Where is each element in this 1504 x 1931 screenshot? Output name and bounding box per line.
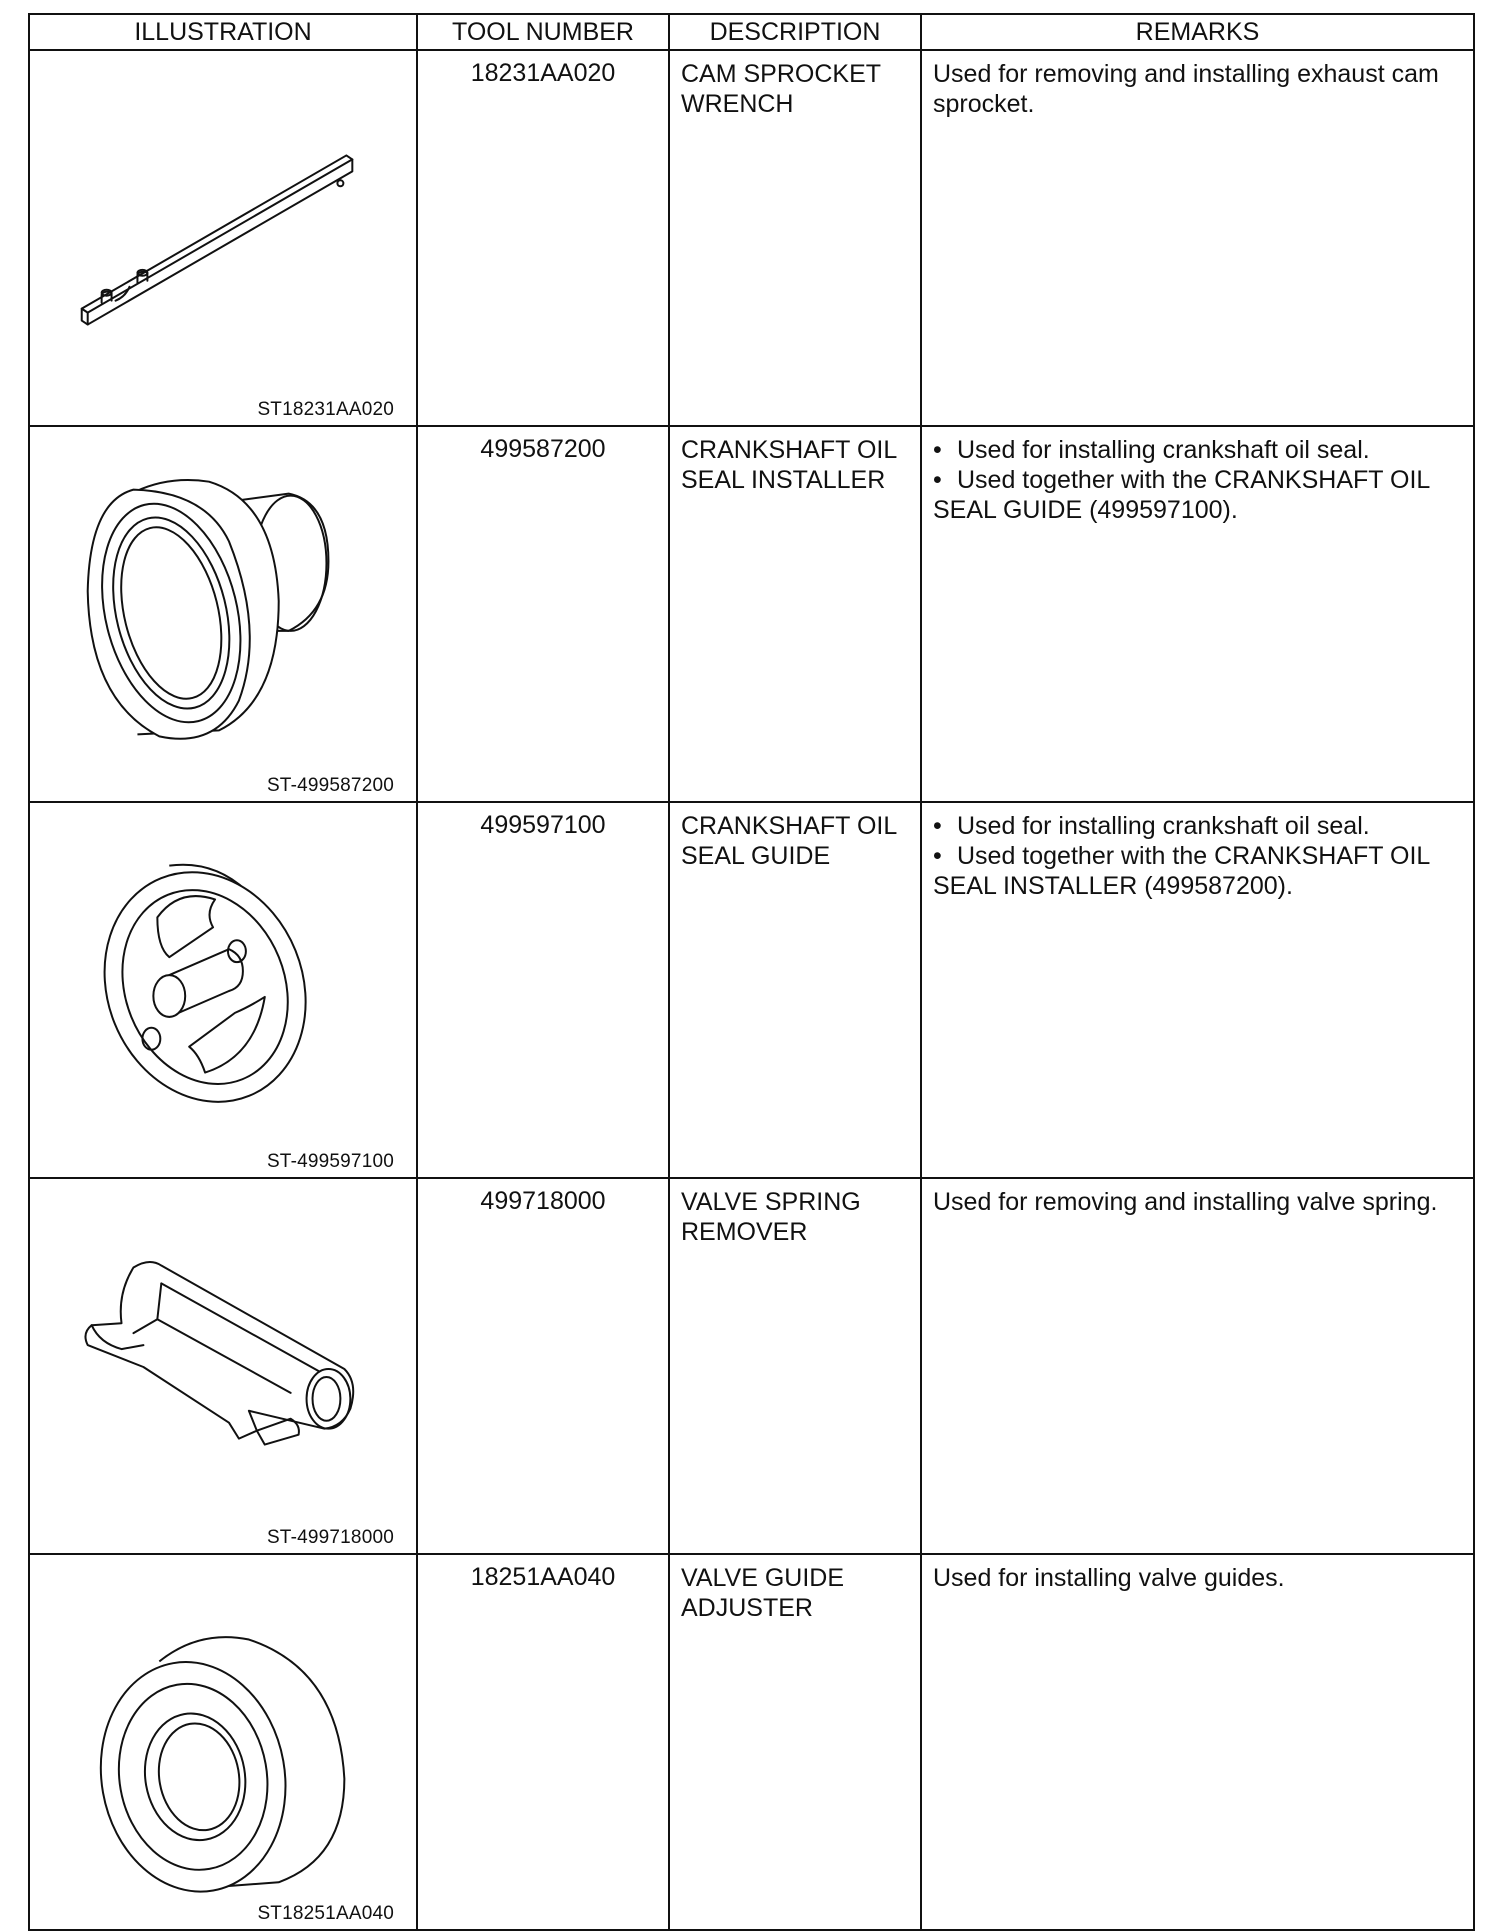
header-tool-number: TOOL NUMBER [417,14,669,50]
valve-guide-adjuster-icon [30,1555,416,1929]
remarks-cell [921,802,1474,1178]
illustration-cell [29,802,417,1178]
header-remarks: REMARKS [921,14,1474,50]
valve-spring-remover-icon [30,1179,416,1553]
cam-sprocket-wrench-icon [30,51,416,425]
description-cell: CRANKSHAFT OIL SEAL INSTALLER [669,426,921,802]
remark-line: • Used together with the CRANKSHAFT OIL SEAL INSTALLER (499587200). [933,842,1430,900]
remark-line: • Used together with the CRANKSHAFT OIL SEAL GUIDE (499597100). [933,466,1430,524]
bullet-glyph: • [933,842,942,870]
table-row [29,426,1474,802]
header-row [29,14,1474,50]
description-cell: CAM SPROCKET WRENCH [669,50,921,426]
table-row [29,1554,1474,1930]
oil-seal-installer-icon [30,427,416,801]
illustration-caption: ST18231AA020 [257,399,394,420]
remarks-cell [921,1178,1474,1554]
tool-number-cell: 499718000 [417,1178,669,1554]
remark-line: • Used for installing crankshaft oil seal. [933,812,1370,840]
tool-number-cell: 18231AA020 [417,50,669,426]
description-cell: VALVE SPRING REMOVER [669,1178,921,1554]
illustration-cell [29,1178,417,1554]
description-cell: CRANKSHAFT OIL SEAL GUIDE [669,802,921,1178]
bullet-glyph: • [933,466,942,494]
table-row [29,50,1474,426]
remark-line: Used for installing valve guides. [933,1564,1285,1592]
header-illustration: ILLUSTRATION [29,14,417,50]
description-cell: VALVE GUIDE ADJUSTER [669,1554,921,1930]
tool-number-cell: 499597100 [417,802,669,1178]
illustration-caption: ST-499718000 [266,1527,394,1548]
remark-line: • Used for installing crankshaft oil seal. [933,436,1370,464]
remarks-cell [921,50,1474,426]
tool-number-cell: 499587200 [417,426,669,802]
header-description: DESCRIPTION [669,14,921,50]
illustration-cell [29,50,417,426]
remarks-cell [921,1554,1474,1930]
bullet-glyph: • [933,436,942,464]
illustration-caption: ST-499587200 [266,775,394,796]
oil-seal-guide-icon [30,803,416,1177]
illustration-caption: ST-499597100 [266,1151,394,1172]
illustration-caption: ST18251AA040 [257,1903,394,1924]
table-row [29,1178,1474,1554]
tool-number-cell: 18251AA040 [417,1554,669,1930]
special-tools-table [28,13,1475,1931]
table-row [29,802,1474,1178]
bullet-glyph: • [933,812,942,840]
illustration-cell [29,1554,417,1930]
remarks-cell [921,426,1474,802]
remark-line: Used for removing and installing valve spring. [933,1188,1438,1216]
illustration-cell [29,426,417,802]
remark-line: Used for removing and installing exhaust cam sprocket. [933,60,1439,118]
